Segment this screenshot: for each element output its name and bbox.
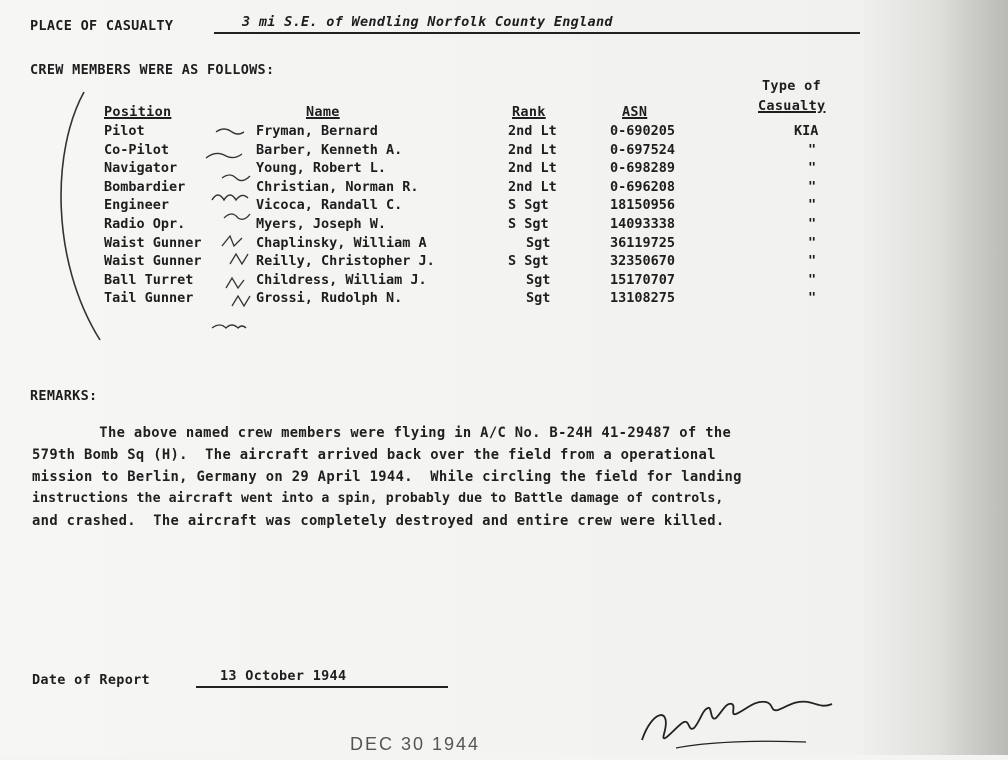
table-row-name: Christian, Norman R. (256, 178, 419, 195)
table-row-rank: 2nd Lt (508, 178, 557, 195)
place-of-casualty-value: 3 mi S.E. of Wendling Norfolk County England (242, 14, 613, 30)
table-row-asn: 32350670 (610, 253, 676, 270)
table-row-position: Waist Gunner (104, 234, 202, 251)
date-of-report-underline (196, 686, 448, 688)
table-row-position: Radio Opr. (104, 215, 186, 232)
date-of-report-label: Date of Report (32, 672, 150, 688)
table-row-name: Childress, William J. (256, 271, 427, 288)
table-row-asn: 36119725 (610, 234, 676, 251)
table-row-rank: 2nd Lt (508, 123, 557, 139)
table-row-casualty: " (808, 178, 817, 195)
table-row-rank: Sgt (526, 290, 551, 307)
table-row-casualty: " (808, 141, 817, 158)
received-date-stamp: DEC 30 1944 (350, 734, 481, 754)
casualty-type-header-line1: Type of (762, 78, 821, 94)
table-row-position: Waist Gunner (104, 253, 202, 270)
table-row-position: Bombardier (104, 178, 186, 195)
table-row-casualty: " (808, 215, 817, 232)
position-header: Position (104, 104, 172, 120)
table-row-casualty: " (808, 197, 817, 214)
table-row-casualty: " (808, 271, 817, 288)
table-row-asn: 14093338 (610, 215, 676, 232)
table-row-casualty: " (808, 160, 817, 177)
table-row-name: Reilly, Christopher J. (256, 253, 435, 270)
table-row-asn: 0-690205 (610, 123, 676, 139)
crew-heading: CREW MEMBERS WERE AS FOLLOWS: (30, 62, 275, 78)
rank-header: Rank (512, 104, 546, 120)
table-row-asn: 18150956 (610, 197, 676, 214)
asn-header: ASN (622, 104, 648, 120)
date-of-report-value: 13 October 1944 (220, 668, 347, 684)
table-row-position: Tail Gunner (104, 290, 194, 307)
table-row-rank: Sgt (526, 234, 551, 251)
table-row-position: Engineer (104, 197, 170, 214)
table-row-name: Vicoca, Randall C. (256, 197, 403, 214)
table-row-casualty: KIA (794, 123, 819, 139)
remarks-line: mission to Berlin, Germany on 29 April 1944. While circling the field for landing (32, 469, 742, 485)
table-row-rank: S Sgt (508, 253, 549, 270)
table-row-position: Ball Turret (104, 271, 194, 288)
place-of-casualty-label: PLACE OF CASUALTY (30, 18, 174, 34)
table-row-asn: 0-698289 (610, 160, 676, 177)
table-row-asn: 13108275 (610, 290, 676, 307)
table-row-position: Co-Pilot (104, 141, 170, 158)
table-row-rank: 2nd Lt (508, 141, 557, 158)
table-row-name: Young, Robert L. (256, 160, 387, 177)
table-row-rank: S Sgt (508, 215, 549, 232)
table-row-rank: S Sgt (508, 197, 549, 214)
table-row-name: Myers, Joseph W. (256, 215, 387, 232)
table-row-asn: 15170707 (610, 271, 676, 288)
table-row-position: Pilot (104, 123, 145, 139)
table-row-asn: 0-697524 (610, 141, 676, 158)
remarks-line: The above named crew members were flying in A/C No. B-24H 41-29487 of the (56, 425, 732, 441)
table-row-casualty: " (808, 290, 817, 307)
table-row-rank: 2nd Lt (508, 160, 557, 177)
remarks-line: and crashed. The aircraft was completely destroyed and entire crew were killed. (32, 513, 725, 529)
table-row-name: Fryman, Bernard (256, 123, 378, 139)
table-row-position: Navigator (104, 160, 178, 177)
table-row-name: Chaplinsky, William A (256, 234, 427, 251)
remarks-line: instructions the aircraft went into a spin, probably due to Battle damage of controls, (32, 491, 724, 506)
table-row-name: Grossi, Rudolph N. (256, 290, 403, 307)
table-row-casualty: " (808, 253, 817, 270)
remarks-heading: REMARKS: (30, 388, 98, 404)
table-row-name: Barber, Kenneth A. (256, 141, 403, 158)
remarks-line: 579th Bomb Sq (H). The aircraft arrived back over the field from a operational (32, 447, 716, 463)
handwritten-signature (636, 700, 896, 760)
table-row-rank: Sgt (526, 271, 551, 288)
table-row-casualty: " (808, 234, 817, 251)
table-row-asn: 0-696208 (610, 178, 676, 195)
casualty-type-header-line2: Casualty (758, 98, 826, 114)
name-header: Name (306, 104, 340, 120)
